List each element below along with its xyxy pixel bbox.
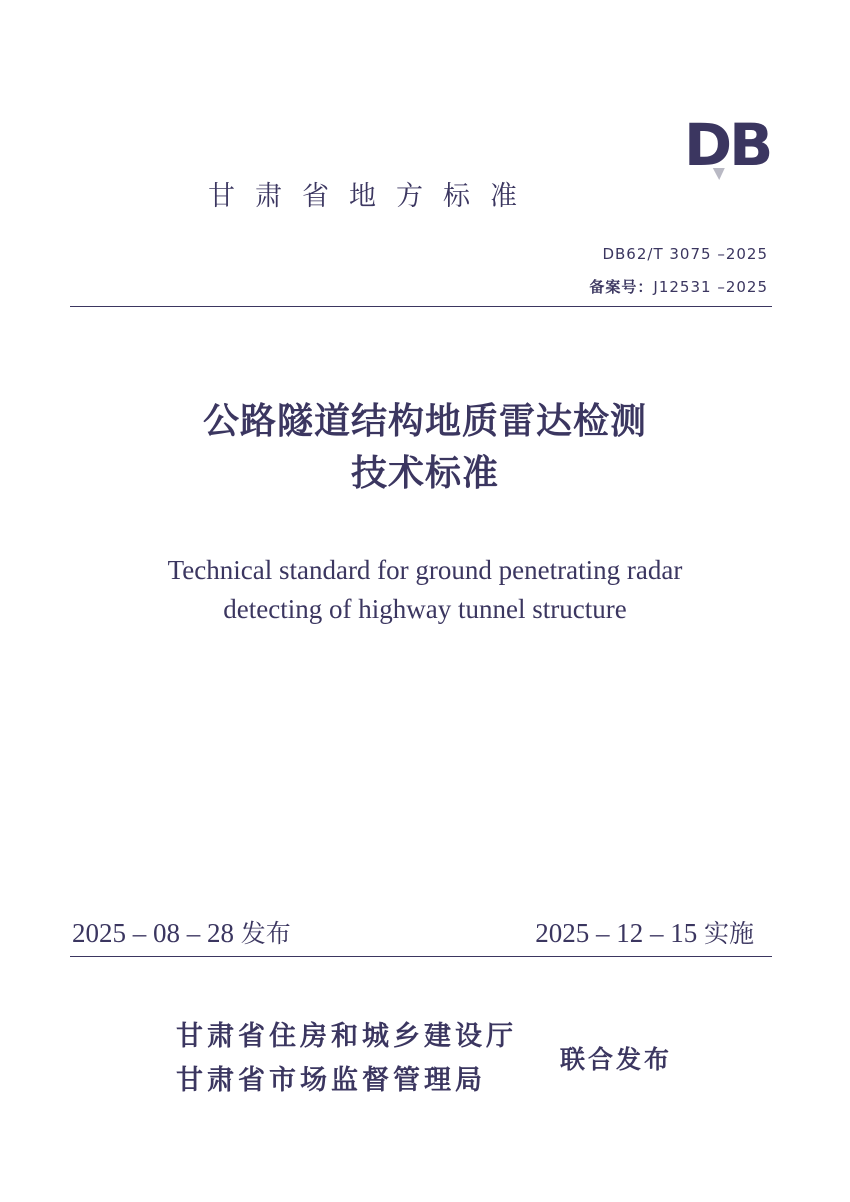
record-value: J12531 –2025: [653, 278, 768, 296]
publish-date-value: 2025 – 08 – 28: [72, 918, 234, 948]
title-cn-line2: 技术标准: [350, 452, 499, 494]
implement-date-value: 2025 – 12 – 15: [535, 918, 698, 948]
standard-code: DB62/T 3075 –2025: [602, 245, 768, 263]
issuer-line2: 甘肃省市场监督管理局: [176, 1065, 486, 1096]
record-label: 备案号：: [589, 278, 654, 296]
implement-label: 实施: [703, 919, 754, 948]
joint-issue-label: 联合发布: [560, 1045, 673, 1074]
standard-series: 甘肃省地方标准: [208, 181, 537, 212]
publish-date: [72, 914, 291, 950]
db-logo: [684, 112, 774, 182]
header-rule: [70, 306, 772, 307]
title-en-line1: Technical standard for ground penetrating radar: [167, 555, 683, 585]
record-number: [589, 276, 768, 297]
implement-date: [535, 914, 754, 950]
title-en-line2: detecting of highway tunnel structure: [223, 594, 627, 624]
title-cn-line1: 公路隧道结构地质雷达检测: [202, 400, 647, 442]
publish-label: 发布: [240, 919, 291, 948]
db-logo-text: DB: [684, 111, 771, 179]
issuer-line1: 甘肃省住房和城乡建设厅: [176, 1021, 517, 1052]
footer-rule: [70, 956, 772, 957]
